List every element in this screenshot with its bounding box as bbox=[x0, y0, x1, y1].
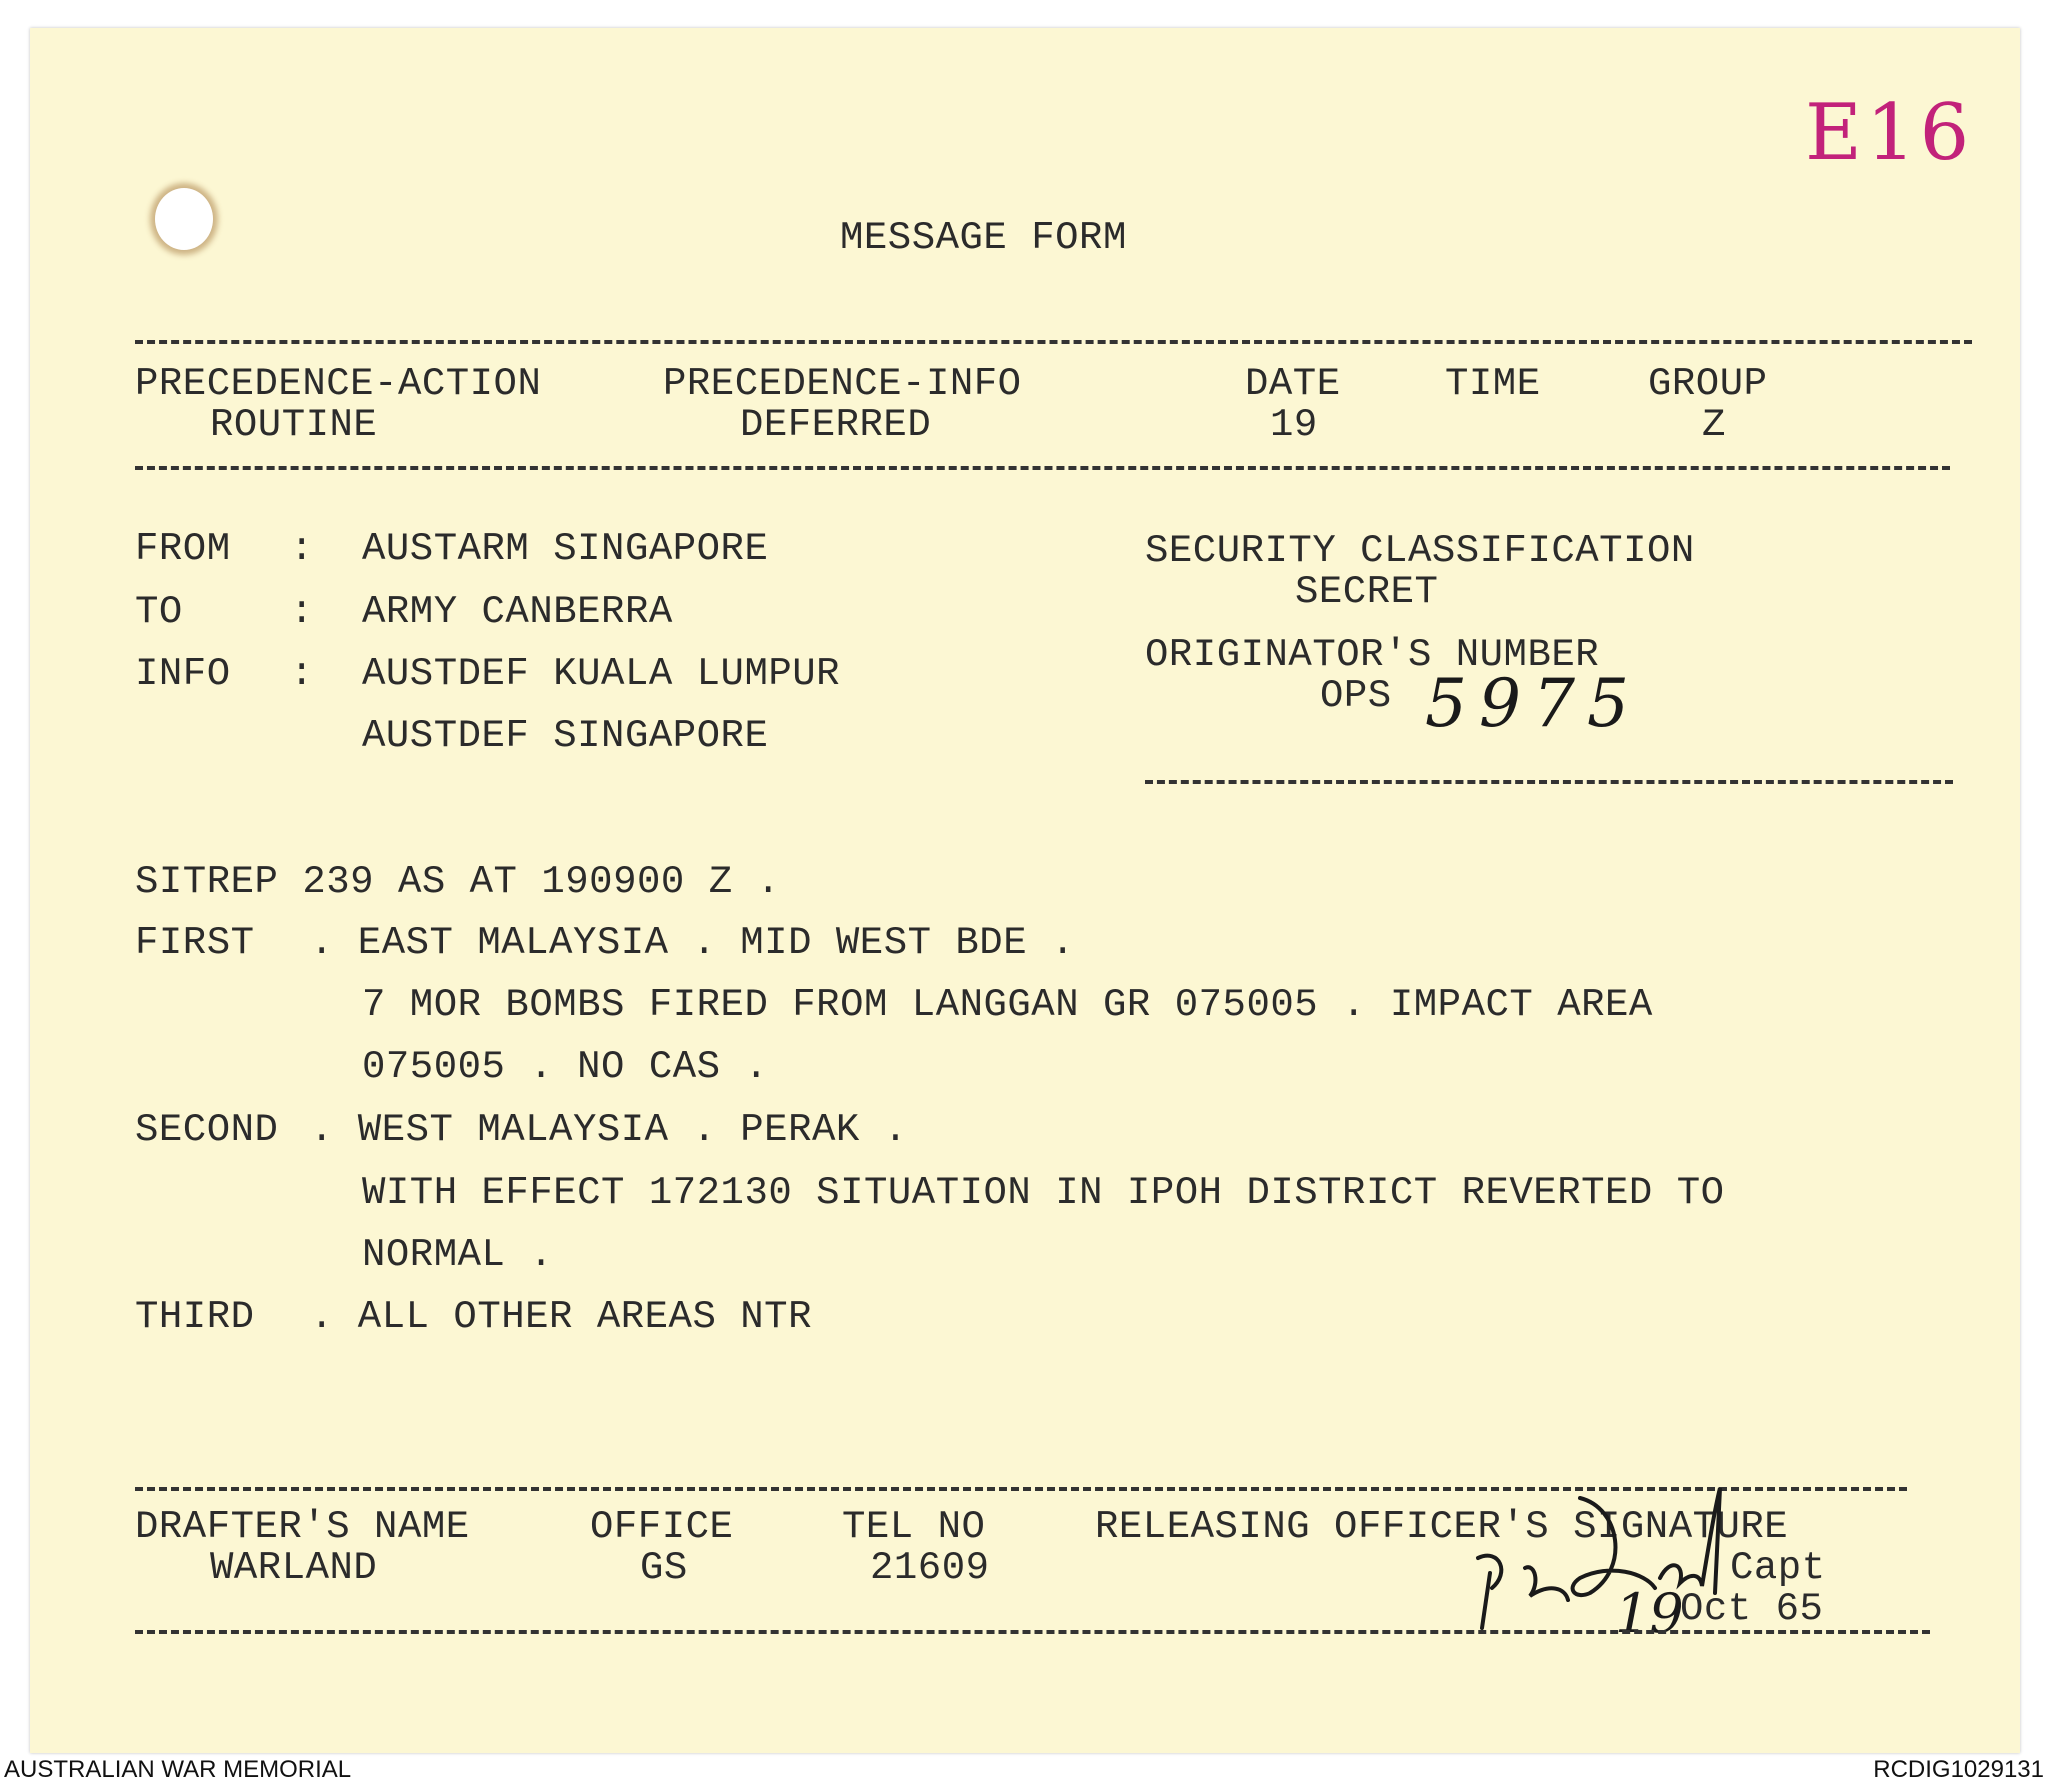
form-title: MESSAGE FORM bbox=[840, 216, 1127, 260]
from-separator: : bbox=[290, 527, 314, 571]
office-label: OFFICE bbox=[590, 1505, 734, 1549]
to-label: TO bbox=[135, 590, 183, 634]
second-line-2: WITH EFFECT 172130 SITUATION IN IPOH DISTRICT REVERTED TO bbox=[362, 1171, 1725, 1215]
third-line-1: . ALL OTHER AREAS NTR bbox=[310, 1295, 812, 1339]
info-value-2: AUSTDEF SINGAPORE bbox=[362, 714, 769, 758]
from-label: FROM bbox=[135, 527, 231, 571]
to-separator: : bbox=[290, 590, 314, 634]
rule-security-bottom bbox=[1145, 780, 1953, 784]
first-line-1: . EAST MALAYSIA . MID WEST BDE . bbox=[310, 921, 1075, 965]
security-classification-label: SECURITY CLASSIFICATION bbox=[1145, 529, 1695, 573]
precedence-action-label: PRECEDENCE-ACTION bbox=[135, 362, 542, 406]
second-line-1: . WEST MALAYSIA . PERAK . bbox=[310, 1108, 908, 1152]
group-value: Z bbox=[1702, 403, 1726, 447]
time-label: TIME bbox=[1445, 362, 1541, 406]
rank: Capt bbox=[1730, 1546, 1826, 1590]
to-value: ARMY CANBERRA bbox=[362, 590, 673, 634]
first-label: FIRST bbox=[135, 921, 255, 965]
info-label: INFO bbox=[135, 652, 231, 696]
rule-top bbox=[135, 340, 1972, 344]
from-value: AUSTARM SINGAPORE bbox=[362, 527, 769, 571]
date-value: 19 bbox=[1270, 403, 1318, 447]
sitrep-line: SITREP 239 AS AT 190900 Z . bbox=[135, 860, 781, 904]
releasing-officer-label: RELEASING OFFICER'S SIGNATURE bbox=[1095, 1505, 1789, 1549]
precedence-action-value: ROUTINE bbox=[210, 403, 378, 447]
signed-date-handwritten: 19 bbox=[1615, 1582, 1684, 1645]
second-label: SECOND bbox=[135, 1108, 279, 1152]
archive-credit: AUSTRALIAN WAR MEMORIAL bbox=[4, 1756, 352, 1783]
info-separator: : bbox=[290, 652, 314, 696]
originator-number-handwritten: 5975 bbox=[1425, 665, 1641, 742]
group-label: GROUP bbox=[1648, 362, 1768, 406]
third-label: THIRD bbox=[135, 1295, 255, 1339]
first-line-3: 075005 . NO CAS . bbox=[362, 1045, 769, 1089]
drafter-value: WARLAND bbox=[210, 1546, 378, 1590]
rule-header-bottom bbox=[135, 466, 1950, 470]
office-value: GS bbox=[640, 1546, 688, 1590]
officer-signature bbox=[1470, 1478, 1750, 1648]
second-line-3: NORMAL . bbox=[362, 1233, 554, 1277]
first-line-2: 7 MOR BOMBS FIRED FROM LANGGAN GR 075005 . IMPACT AREA bbox=[362, 983, 1653, 1027]
signed-date-typed: Oct 65 bbox=[1680, 1587, 1824, 1631]
precedence-info-label: PRECEDENCE-INFO bbox=[663, 362, 1022, 406]
originator-prefix: OPS bbox=[1320, 674, 1392, 718]
punch-hole bbox=[155, 188, 213, 250]
info-value-1: AUSTDEF KUALA LUMPUR bbox=[362, 652, 841, 696]
tel-label: TEL NO bbox=[842, 1505, 986, 1549]
archive-id: RCDIG1029131 bbox=[1873, 1756, 2044, 1783]
precedence-info-value: DEFERRED bbox=[740, 403, 932, 447]
corner-mark: E16 bbox=[1805, 88, 1974, 178]
security-classification-value: SECRET bbox=[1295, 570, 1439, 614]
originator-number-label: ORIGINATOR'S NUMBER bbox=[1145, 633, 1600, 677]
date-label: DATE bbox=[1245, 362, 1341, 406]
drafter-label: DRAFTER'S NAME bbox=[135, 1505, 470, 1549]
rule-footer-bottom bbox=[135, 1630, 1930, 1634]
tel-value: 21609 bbox=[870, 1546, 990, 1590]
